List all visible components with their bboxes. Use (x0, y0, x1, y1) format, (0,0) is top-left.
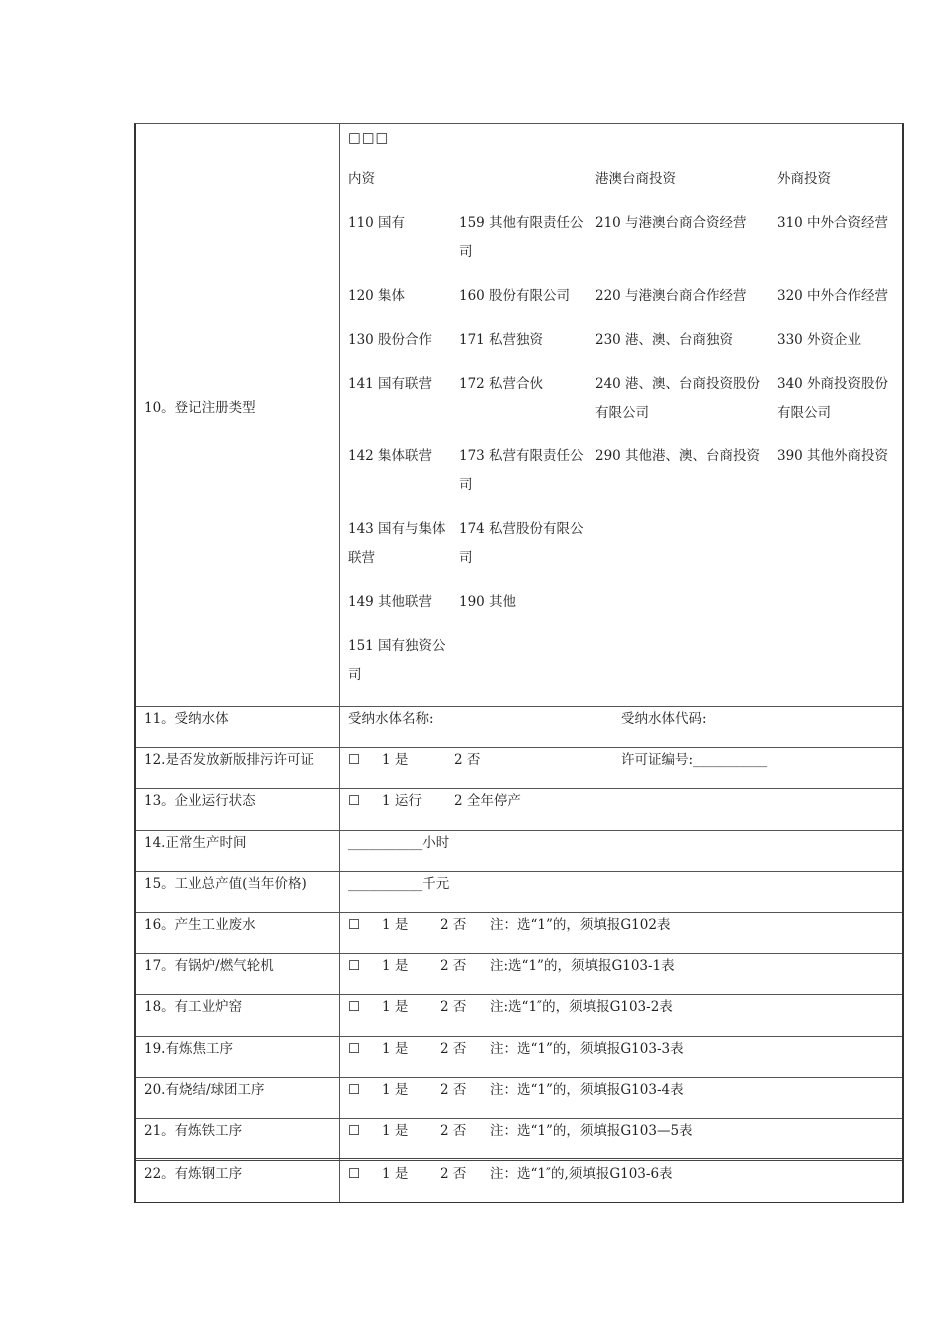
option-151: 151 国有独资公司 (348, 638, 446, 683)
row-label-coking: 19.有炼焦工序 (144, 1041, 233, 1057)
operating-status-checkbox[interactable]: ☐ (348, 793, 361, 809)
steelmaking-yes[interactable]: 1 是 (382, 1166, 409, 1182)
permit-option-yes[interactable]: 1 是 (382, 752, 409, 768)
option-230: 230 港、澳、台商独资 (595, 332, 734, 348)
option-110: 110 国有 (348, 215, 406, 231)
form-table (134, 123, 904, 1203)
operating-status-running[interactable]: 1 运行 (382, 793, 422, 809)
row-label-operating-status: 13。企业运行状态 (144, 793, 256, 809)
col-header-hmt: 港澳台商投资 (595, 171, 676, 187)
kiln-yes[interactable]: 1 是 (382, 999, 409, 1015)
wastewater-yes[interactable]: 1 是 (382, 917, 409, 933)
ironmaking-checkbox[interactable]: ☐ (348, 1123, 361, 1139)
option-320: 320 中外合作经营 (777, 288, 889, 304)
steelmaking-checkbox[interactable]: ☐ (348, 1166, 361, 1182)
option-143: 143 国有与集体联营 (348, 521, 446, 566)
option-330: 330 外资企业 (777, 332, 862, 348)
receiving-water-code-field[interactable]: 受纳水体代码: (621, 711, 707, 727)
wastewater-note: 注：选“1”的，须填报G102表 (490, 917, 671, 933)
boiler-checkbox[interactable]: ☐ (348, 958, 361, 974)
option-340: 340 外商投资股份有限公司 (777, 376, 889, 421)
option-160: 160 股份有限公司 (459, 288, 571, 304)
column-divider (339, 124, 340, 1202)
steelmaking-note: 注：选“1″的,须填报G103-6表 (490, 1166, 673, 1182)
wastewater-checkbox[interactable]: ☐ (348, 917, 361, 933)
permit-number-field[interactable]: 许可证编号:___________ (621, 752, 768, 768)
row-label-boiler: 17。有锅炉/燃气轮机 (144, 958, 274, 974)
row-label-ironmaking: 21。有炼铁工序 (144, 1123, 243, 1139)
row-divider (136, 830, 902, 831)
permit-checkbox[interactable]: ☐ (348, 752, 361, 768)
coking-no[interactable]: 2 否 (440, 1041, 467, 1057)
sintering-yes[interactable]: 1 是 (382, 1082, 409, 1098)
option-171: 171 私营独资 (459, 332, 544, 348)
operating-status-stopped[interactable]: 2 全年停产 (454, 793, 521, 809)
receiving-water-name-field[interactable]: 受纳水体名称: (348, 711, 434, 727)
row-label-production-time: 14.正常生产时间 (144, 835, 247, 851)
sintering-note: 注：选“1”的，须填报G103-4表 (490, 1082, 684, 1098)
row-label-sintering: 20.有烧结/球团工序 (144, 1082, 265, 1098)
ironmaking-no[interactable]: 2 否 (440, 1123, 467, 1139)
wastewater-no[interactable]: 2 否 (440, 917, 467, 933)
option-149: 149 其他联营 (348, 594, 433, 610)
option-240: 240 港、澳、台商投资股份有限公司 (595, 376, 761, 421)
output-value-field[interactable]: ___________千元 (348, 876, 450, 892)
option-173: 173 私营有限责任公司 (459, 448, 584, 493)
row-label-kiln: 18。有工业炉窑 (144, 999, 243, 1015)
boiler-no[interactable]: 2 否 (440, 958, 467, 974)
option-172: 172 私营合伙 (459, 376, 544, 392)
row-divider (136, 706, 902, 707)
boiler-note: 注:选“1”的，须填报G103-1表 (490, 958, 675, 974)
option-120: 120 集体 (348, 288, 406, 304)
ironmaking-note: 注：选“1”的，须填报G103—5表 (490, 1123, 693, 1139)
sintering-checkbox[interactable]: ☐ (348, 1082, 361, 1098)
row-label-reg-type: 10。登记注册类型 (144, 400, 256, 416)
row-label-output-value: 15。工业总产值(当年价格) (144, 876, 307, 892)
option-310: 310 中外合资经营 (777, 215, 889, 231)
row-label-receiving-water: 11。受纳水体 (144, 711, 229, 727)
row-label-permit: 12.是否发放新版排污许可证 (144, 752, 314, 768)
option-174: 174 私营股份有限公司 (459, 521, 584, 566)
sintering-no[interactable]: 2 否 (440, 1082, 467, 1098)
permit-option-no[interactable]: 2 否 (454, 752, 481, 768)
ironmaking-yes[interactable]: 1 是 (382, 1123, 409, 1139)
coking-yes[interactable]: 1 是 (382, 1041, 409, 1057)
kiln-note: 注:选“1″的，须填报G103-2表 (490, 999, 673, 1015)
option-290: 290 其他港、澳、台商投资 (595, 448, 761, 464)
coking-note: 注：选“1”的，须填报G103-3表 (490, 1041, 684, 1057)
option-130: 130 股份合作 (348, 332, 433, 348)
code-boxes[interactable]: □□□ (348, 130, 390, 146)
row-label-steelmaking: 22。有炼钢工序 (144, 1166, 243, 1182)
production-time-field[interactable]: ___________小时 (348, 835, 450, 851)
kiln-checkbox[interactable]: ☐ (348, 999, 361, 1015)
kiln-no[interactable]: 2 否 (440, 999, 467, 1015)
coking-checkbox[interactable]: ☐ (348, 1041, 361, 1057)
row-label-wastewater: 16。产生工业废水 (144, 917, 256, 933)
steelmaking-no[interactable]: 2 否 (440, 1166, 467, 1182)
option-190: 190 其他 (459, 594, 517, 610)
col-header-domestic: 内资 (348, 171, 375, 187)
option-141: 141 国有联营 (348, 376, 433, 392)
option-220: 220 与港澳台商合作经营 (595, 288, 747, 304)
boiler-yes[interactable]: 1 是 (382, 958, 409, 974)
option-142: 142 集体联营 (348, 448, 433, 464)
col-header-foreign: 外商投资 (777, 171, 831, 187)
option-390: 390 其他外商投资 (777, 448, 889, 464)
option-210: 210 与港澳台商合资经营 (595, 215, 747, 231)
option-159: 159 其他有限责任公司 (459, 215, 584, 260)
